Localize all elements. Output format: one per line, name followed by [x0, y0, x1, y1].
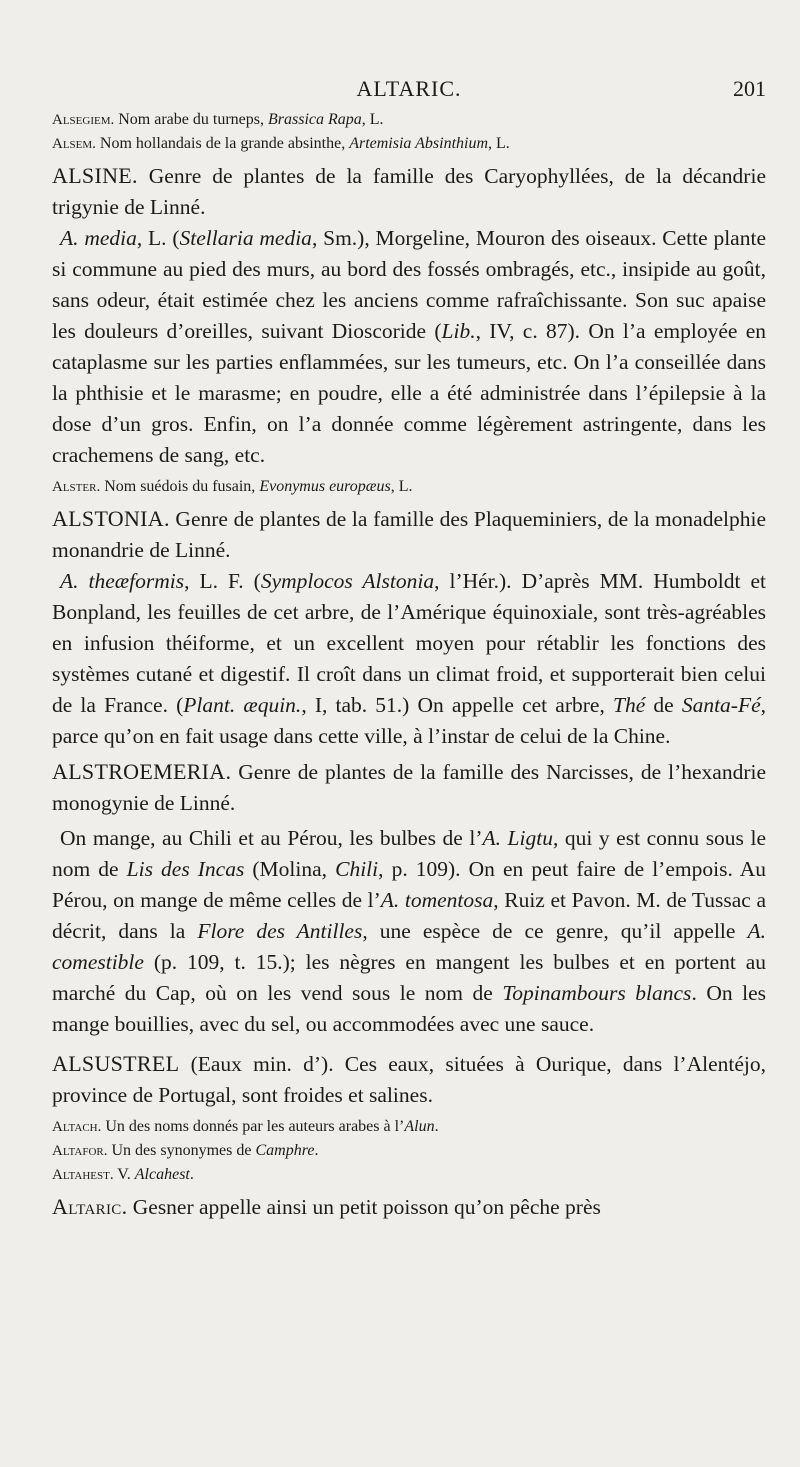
entry-alstroemeria: ALSTROEMERIA. Genre de plantes de la famille des Narcisses, de l’hexandrie monogynie de Linné.: [52, 759, 766, 815]
entry-alsem: Alsem. Nom hollandais de la grande absinthe, Artemisia Absinthium, L.: [52, 135, 510, 152]
entry-altaric: Altaric. Gesner appelle ainsi un petit poisson qu’on pêche près: [52, 1194, 601, 1219]
entry-head: Altahest.: [52, 1167, 114, 1183]
entry-head: Altaric.: [52, 1194, 128, 1219]
entry-altach: Altach. Un des noms donnés par les auteurs arabes à l’Alun.: [52, 1118, 439, 1135]
running-title: ALTARIC.: [356, 76, 462, 101]
entry-head: Alsem.: [52, 136, 96, 152]
entry-head: ALSINE.: [52, 163, 138, 188]
entry-head: ALSTROEMERIA.: [52, 759, 232, 784]
entry-alstonia: ALSTONIA. Genre de plantes de la famille des Plaqueminiers, de la monadelphie monandrie de Linné.: [52, 506, 766, 562]
entry-alsegiem: Alsegiem. Nom arabe du turneps, Brassica Rapa, L.: [52, 111, 384, 128]
entry-altafor: Altafor. Un des synonymes de Camphre.: [52, 1142, 319, 1159]
entry-head: ALSUSTREL: [52, 1051, 180, 1076]
paragraph-alstroemeria-uses: On mange, au Chili et au Pérou, les bulbes de l’A. Ligtu, qui y est connu sous le nom de Lis des Incas (Molina, Chili, p. 109). On en peut faire de l’empois. Au Pérou, on mange de même celles de l’A. tomentosa, Ruiz et Pavon. M. de Tussac a décrit, dans la Flore des Antilles, une espèce de ce genre, qu’il appelle A. comestible (p. 109, t. 15.); les nègres en mangent les bulbes et en portent au marché du Cap, où on les vend sous le nom de Topinambours blancs. On les mange bouillies, avec du sel, ou accommodées avec une sauce.: [52, 826, 766, 1036]
entry-altahest: Altahest. V. Alcahest.: [52, 1166, 194, 1183]
paragraph-alsine-media: A. media, L. (Stellaria media, Sm.), Morgeline, Mouron des oiseaux. Cette plante si commune au pied des murs, au bord des fossés ombragés, etc., insipide au goût, sans odeur, était estimée chez les anciens comme rafraîchissante. Son suc apaise les douleurs d’oreilles, suivant Dioscoride (Lib., IV, c. 87). On l’a employée en cataplasme sur les parties enflammées, sur les tumeurs, etc. On l’a conseillée dans la phthisie et le marasme; en poudre, elle a été administrée dans l’épilepsie à la dose d’un gros. Enfin, on l’a donnée comme légèrement astringente, dans les crachemens de sang, etc.: [52, 226, 766, 467]
entry-head: Alster.: [52, 479, 101, 495]
entry-head: Alsegiem.: [52, 112, 115, 128]
entry-alsine: ALSINE. Genre de plantes de la famille des Caryophyllées, de la décandrie trigynie de Linné.: [52, 163, 766, 219]
entry-head: Altach.: [52, 1119, 102, 1135]
entry-head: Altafor.: [52, 1143, 108, 1159]
entry-alsustrel: ALSUSTREL (Eaux min. d’). Ces eaux, situées à Ourique, dans l’Alentéjo, province de Portugal, sont froides et salines.: [52, 1051, 766, 1107]
page-number: 201: [733, 76, 766, 101]
entry-alster: Alster. Nom suédois du fusain, Evonymus europæus, L.: [52, 478, 413, 495]
entry-head: ALSTONIA.: [52, 506, 170, 531]
running-head: [52, 68, 766, 108]
paragraph-alstonia-theaeformis: A. theæformis, L. F. (Symplocos Alstonia, l’Hér.). D’après MM. Humboldt et Bonpland, les feuilles de cet arbre, de l’Amérique équinoxiale, sont très-agréables en infusion théiforme, et un excellent moyen pour rétablir les fonctions des systèmes cutané et digestif. Il croît dans un climat froid, et supporterait bien celui de la France. (Plant. æquin., I, tab. 51.) On appelle cet arbre, Thé de Santa-Fé, parce qu’on en fait usage dans cette ville, à l’instar de celui de la Chine.: [52, 569, 767, 748]
